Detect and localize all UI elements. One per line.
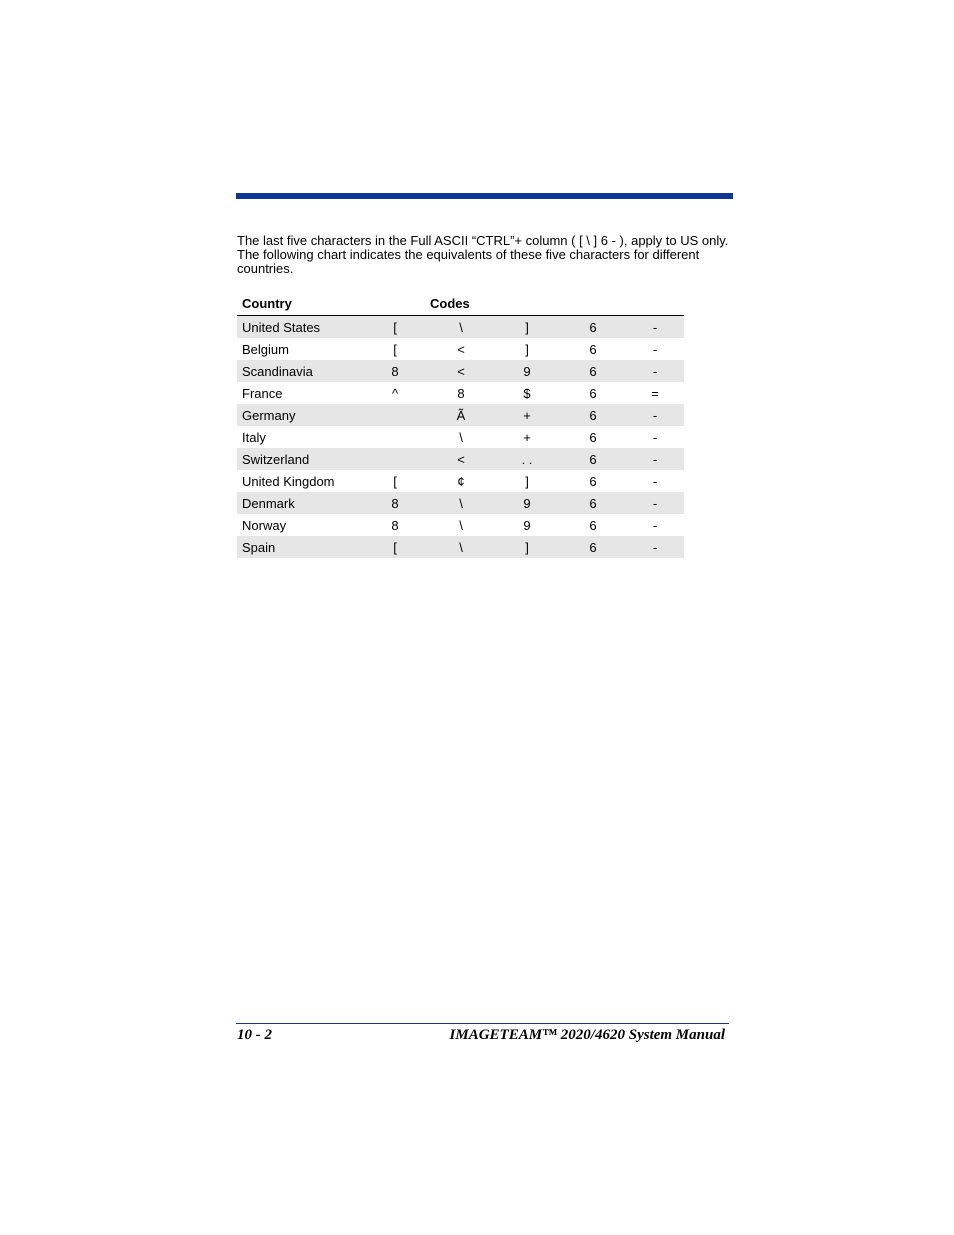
code-cell: 6: [589, 517, 597, 533]
code-cell: -: [652, 451, 658, 467]
code-cell: -: [652, 363, 658, 379]
table-body: [237, 316, 684, 559]
code-cell: 6: [589, 407, 597, 423]
code-cell: 9: [523, 495, 531, 511]
code-cell: =: [651, 385, 659, 401]
table-row: [237, 382, 684, 404]
code-cell: [362, 426, 428, 448]
code-cell: \: [459, 429, 463, 445]
country-cell: Switzerland: [242, 451, 310, 467]
code-cell: 6: [589, 495, 597, 511]
code-cell: \: [459, 539, 463, 555]
intro-paragraph: The last five characters in the Full ASCII “CTRL”+ column ( [ \ ] 6 - ), apply to US only. The following chart indicates the equivalents of these five characters for different countries.: [237, 233, 729, 276]
country-cell: Belgium: [242, 341, 289, 357]
code-cell: 9: [523, 517, 531, 533]
table-row: [237, 360, 684, 382]
footer-rule: [236, 1023, 729, 1024]
code-cell: 6: [589, 385, 597, 401]
country-cell: Norway: [242, 517, 287, 533]
code-cell: [: [393, 539, 397, 555]
code-cell: <: [457, 363, 465, 379]
code-cell: \: [459, 495, 463, 511]
code-cell: -: [652, 341, 658, 357]
code-cell: <: [457, 341, 465, 357]
country-cell: Germany: [242, 407, 296, 423]
code-cell: [: [393, 473, 397, 489]
table-header-row: [237, 292, 684, 316]
code-cell: [362, 448, 428, 470]
code-cell: ]: [525, 539, 529, 555]
code-cell: 6: [589, 363, 597, 379]
code-cell: . .: [521, 451, 533, 467]
code-cell: 6: [589, 473, 597, 489]
code-cell: 6: [589, 539, 597, 555]
code-cell: ]: [525, 341, 529, 357]
code-cell: +: [523, 407, 531, 423]
code-cell: <: [457, 451, 465, 467]
page-number: 10 - 2: [237, 1027, 272, 1043]
code-cell: 6: [589, 341, 597, 357]
code-cell: -: [652, 407, 658, 423]
manual-title: IMAGETEAM™ 2020/4620 System Manual: [449, 1027, 725, 1043]
country-cell: Italy: [242, 429, 266, 445]
table-row: [237, 536, 684, 558]
code-cell: 8: [391, 363, 399, 379]
code-cell: -: [652, 429, 658, 445]
country-cell: France: [242, 385, 283, 401]
code-cell: [: [393, 341, 397, 357]
code-cell: 8: [391, 495, 399, 511]
country-cell: United States: [242, 319, 321, 335]
codes-column-header: Codes: [430, 296, 470, 311]
code-cell: -: [652, 473, 658, 489]
table-row: [237, 338, 684, 360]
code-cell: 6: [589, 319, 597, 335]
table-row: [237, 514, 684, 536]
header-rule: [236, 193, 733, 199]
country-cell: Spain: [242, 539, 276, 555]
code-cell: $: [523, 385, 531, 401]
table-row: [237, 470, 684, 492]
country-cell: United Kingdom: [242, 473, 335, 489]
code-cell: \: [459, 517, 463, 533]
code-cell: [: [393, 319, 397, 335]
country-cell: Scandinavia: [242, 363, 313, 379]
code-cell: 8: [391, 517, 399, 533]
table-row: [237, 448, 684, 470]
code-cell: 6: [589, 451, 597, 467]
code-cell: ]: [525, 319, 529, 335]
code-cell: \: [459, 319, 463, 335]
code-cell: +: [523, 429, 531, 445]
code-cell: 9: [523, 363, 531, 379]
country-column-header: Country: [242, 296, 292, 311]
code-cell: -: [652, 495, 658, 511]
code-cell: 6: [589, 429, 597, 445]
code-cell: ¢: [457, 473, 465, 489]
code-cell: -: [652, 517, 658, 533]
country-cell: Denmark: [242, 495, 295, 511]
code-cell: -: [652, 539, 658, 555]
table-row: [237, 492, 684, 514]
table-row: [237, 426, 684, 448]
code-cell: Ã: [456, 407, 466, 423]
code-cell: -: [652, 319, 658, 335]
code-cell: ^: [391, 385, 399, 401]
code-cell: ]: [525, 473, 529, 489]
table-row: [237, 404, 684, 426]
country-codes-table: [237, 292, 684, 558]
code-cell: [362, 404, 428, 426]
code-cell: 8: [457, 385, 465, 401]
table-row: [237, 316, 684, 339]
